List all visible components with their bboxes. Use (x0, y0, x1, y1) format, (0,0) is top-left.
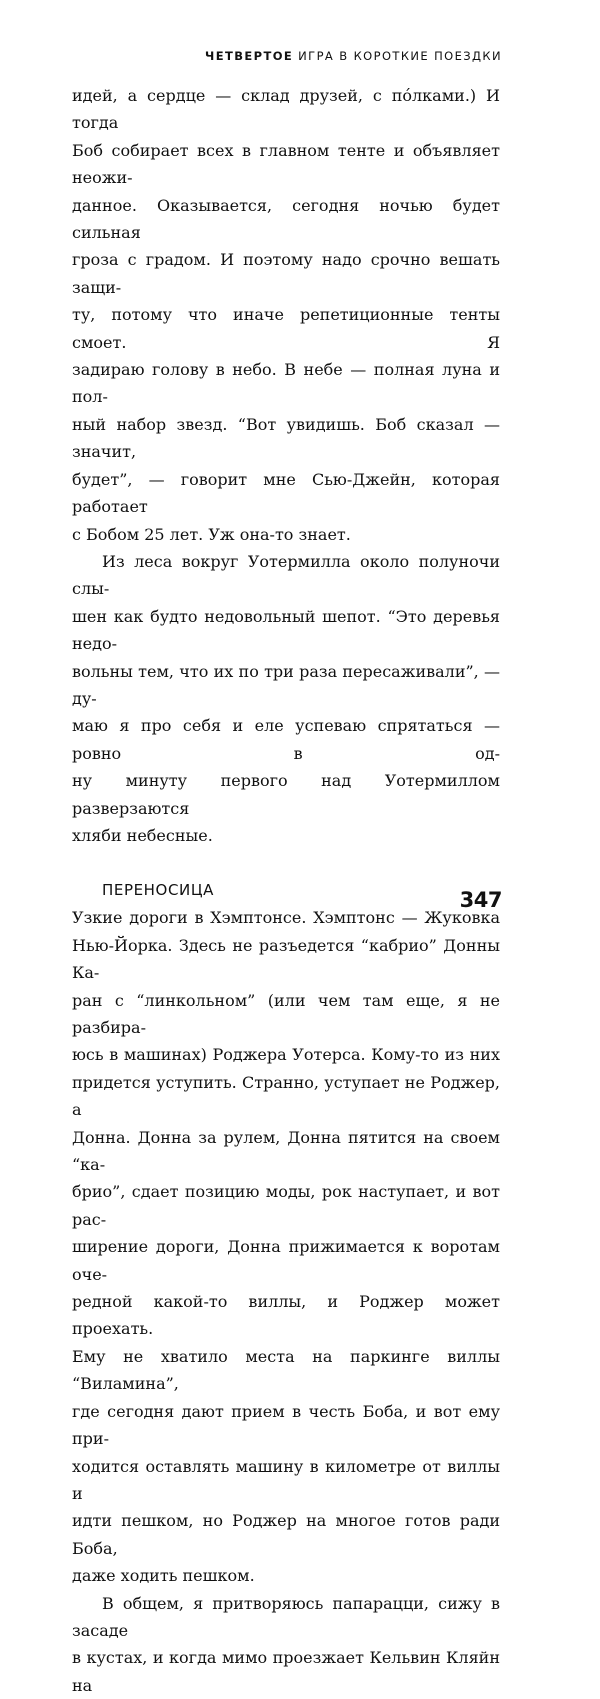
text-line: ну минуту первого над Уотермиллом разверзаются (72, 771, 500, 818)
text-line: задираю голову в небо. В небе — полная луна и пол- (72, 360, 500, 407)
page-number: 347 (459, 888, 502, 912)
text-line: в кустах, и когда мимо проезжает Кельвин Кляйн на (72, 1648, 500, 1695)
text-line: вольны тем, что их по три раза пересаживали”, — ду- (72, 661, 500, 708)
text-line: гроза с градом. И поэтому надо срочно вешать защи- (72, 250, 500, 297)
text-line: маю я про себя и еле успеваю спрятаться — ровно в од- (72, 716, 500, 763)
text-line: ран с “линкольном” (или чем там еще, я не разбира- (72, 990, 500, 1037)
text-line: придется уступить. Странно, уступает не Роджер, а (72, 1072, 500, 1120)
text-line: с Бобом 25 лет. Уж она-то знает. (72, 524, 351, 544)
text-line: ходится оставлять машину в километре от виллы и (72, 1456, 500, 1503)
text-line: В общем, я притворяюсь папарацци, сижу в засаде (72, 1593, 500, 1640)
chapter-label: ЧЕТВЕРТОЕ (205, 49, 294, 63)
text-line: брио”, сдает позицию моды, рок наступает, и вот рас- (72, 1182, 500, 1229)
paragraph (72, 904, 500, 1589)
text-line: шен как будто недовольный шепот. “Это деревья недо- (72, 606, 500, 654)
text-line: идей, а сердце — склад друзей, с пóлками.) И тогда (72, 86, 500, 133)
text-line: Нью-Йорка. Здесь не разъедется “кабрио” Донны Ка- (72, 935, 500, 983)
text-line: Боб собирает всех в главном тенте и объявляет неожи- (72, 140, 500, 188)
text-line: ный набор звезд. “Вот увидишь. Боб сказал — значит, (72, 414, 500, 462)
text-line: Ему не хватило места на паркинге виллы “Виламина”, (72, 1346, 500, 1394)
text-line: Из леса вокруг Уотермилла около полуночи слы- (72, 551, 500, 599)
paragraph-continued (72, 82, 500, 548)
text-line: ширение дороги, Донна прижимается к воротам оче- (72, 1237, 500, 1284)
text-line: будет”, — говорит мне Сью-Джейн, которая работает (72, 469, 500, 517)
body-text (72, 82, 500, 1699)
text-line: Донна. Донна за рулем, Донна пятится на своем “ка- (72, 1127, 500, 1175)
text-line: данное. Оказывается, сегодня ночью будет сильная (72, 195, 500, 243)
text-line: ту, потому что иначе репетиционные тенты смоет. Я (72, 305, 500, 352)
chapter-title: ИГРА В КОРОТКИЕ ПОЕЗДКИ (298, 49, 502, 63)
text-line: даже ходить пешком. (72, 1566, 255, 1586)
paragraph (72, 1590, 500, 1699)
paragraph (72, 548, 500, 849)
running-head (205, 49, 502, 63)
text-line: хляби небесные. (72, 825, 213, 845)
text-line: юсь в машинах) Роджера Уотерса. Кому-то из них (72, 1045, 500, 1065)
text-line: где сегодня дают прием в честь Боба, и вот ему при- (72, 1401, 500, 1449)
text-line: редной какой-то виллы, и Роджер может проехать. (72, 1292, 500, 1339)
text-line: идти пешком, но Роджер на многое готов ради Боба, (72, 1511, 500, 1558)
text-line: Узкие дороги в Хэмптонсе. Хэмптонс — Жуковка (72, 908, 500, 928)
section-heading: ПЕРЕНОСИЦА (102, 881, 214, 900)
